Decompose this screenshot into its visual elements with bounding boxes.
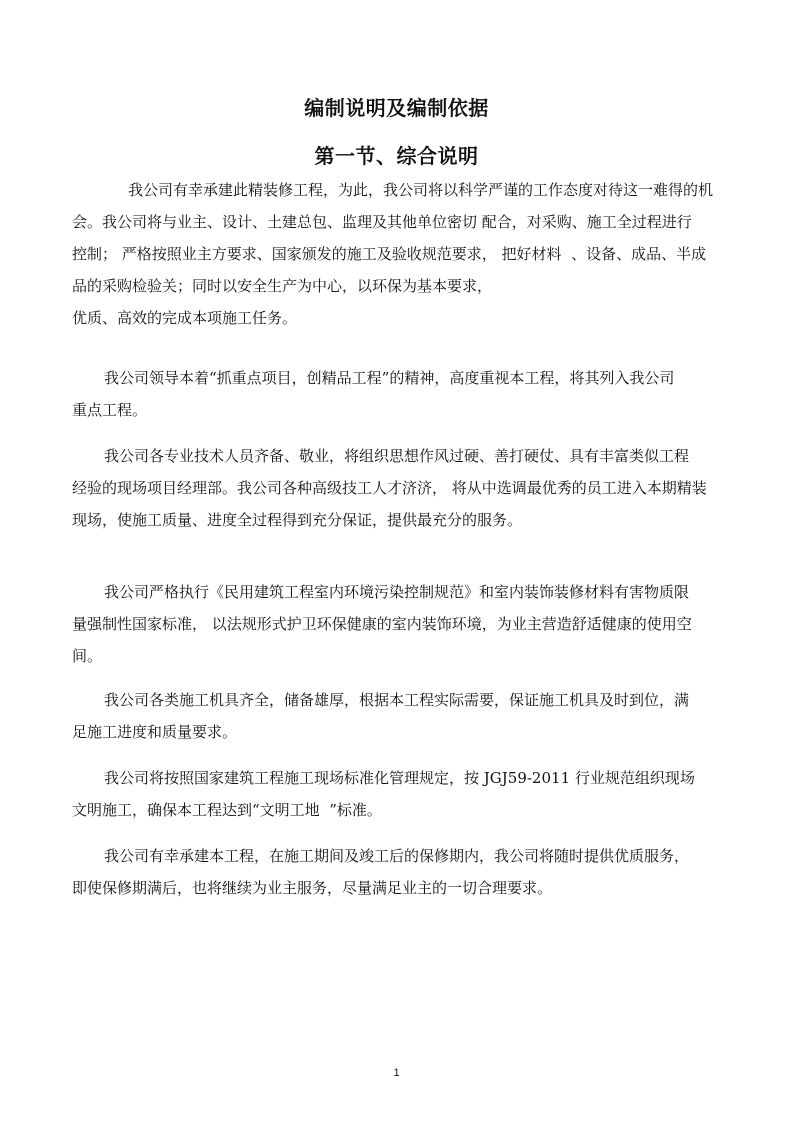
paragraph-2	[0, 362, 674, 426]
paragraph-line: 现场，使施工质量、进度全过程得到充分保证，提供最充分的服务。	[72, 511, 523, 529]
paragraph-line: 经验的现场项目经理部。我公司各种高级技工人才济济， 将从中选调最优秀的员工进入本期精装	[72, 479, 707, 497]
paragraph-6	[0, 762, 695, 826]
page-number: 1	[393, 1067, 400, 1079]
paragraph-line: 我公司严格执行《民用建筑工程室内环境污染控制规范》和室内装饰装修材料有害物质限	[104, 583, 690, 601]
paragraph-line: 品的采购检验关；同时以安全生产为中心，以环保为基本要求，	[72, 277, 493, 295]
section-heading: 第一节、综合说明	[314, 144, 479, 168]
paragraph-line: 我公司各专业技术人员齐备、敬业，将组织思想作风过硬、善打硬仗、具有丰富类似工程	[104, 447, 690, 465]
paragraph-line: 我公司有幸承建本工程，在施工期间及竣工后的保修期内，我公司将随时提供优质服务，	[104, 847, 690, 865]
paragraph-line: 优质、高效的完成本项施工任务。	[72, 309, 298, 327]
paragraph-3	[0, 440, 707, 536]
paragraph-line: 量强制性国家标准， 以法规形式护卫环保健康的室内装饰环境，为业主营造舒适健康的使用空	[72, 615, 692, 633]
document-title: 编制说明及编制依据	[304, 96, 489, 120]
paragraph-line: 即使保修期满后，也将继续为业主服务，尽量满足业主的一切合理要求。	[72, 879, 553, 897]
paragraph-line: 间。	[72, 647, 103, 665]
paragraph-1	[0, 174, 713, 334]
paragraph-line: 会。我公司将与业主、设计、土建总包、监理及其他单位密切 配合，对采购、施工全过程进行	[72, 213, 692, 231]
paragraph-7	[0, 840, 689, 904]
paragraph-line: 重点工程。	[72, 401, 148, 419]
paragraph-line: 我公司将按照国家建筑工程施工现场标准化管理规定，按 JGJ59-2011 行业规范组织现场	[104, 769, 695, 787]
paragraph-4	[0, 576, 692, 672]
paragraph-line: 控制； 严格按照业主方要求、国家颁发的施工及验收规范要求， 把好材料 、设备、成品、半成	[72, 245, 707, 263]
paragraph-line: 文明施工，确保本工程达到“文明工地 ”标准。	[72, 801, 382, 819]
paragraph-line: 我公司领导本着“抓重点项目，创精品工程”的精神，高度重视本工程，将其列入我公司	[104, 369, 675, 387]
paragraph-5	[0, 684, 689, 748]
paragraph-line: 我公司各类施工机具齐全，储备雄厚，根据本工程实际需要，保证施工机具及时到位，满	[104, 691, 690, 709]
paragraph-line: 足施工进度和质量要求。	[72, 723, 238, 741]
paragraph-line: 我公司有幸承建此精装修工程，为此，我公司将以科学严谨的工作态度对待这一难得的机	[128, 181, 714, 199]
